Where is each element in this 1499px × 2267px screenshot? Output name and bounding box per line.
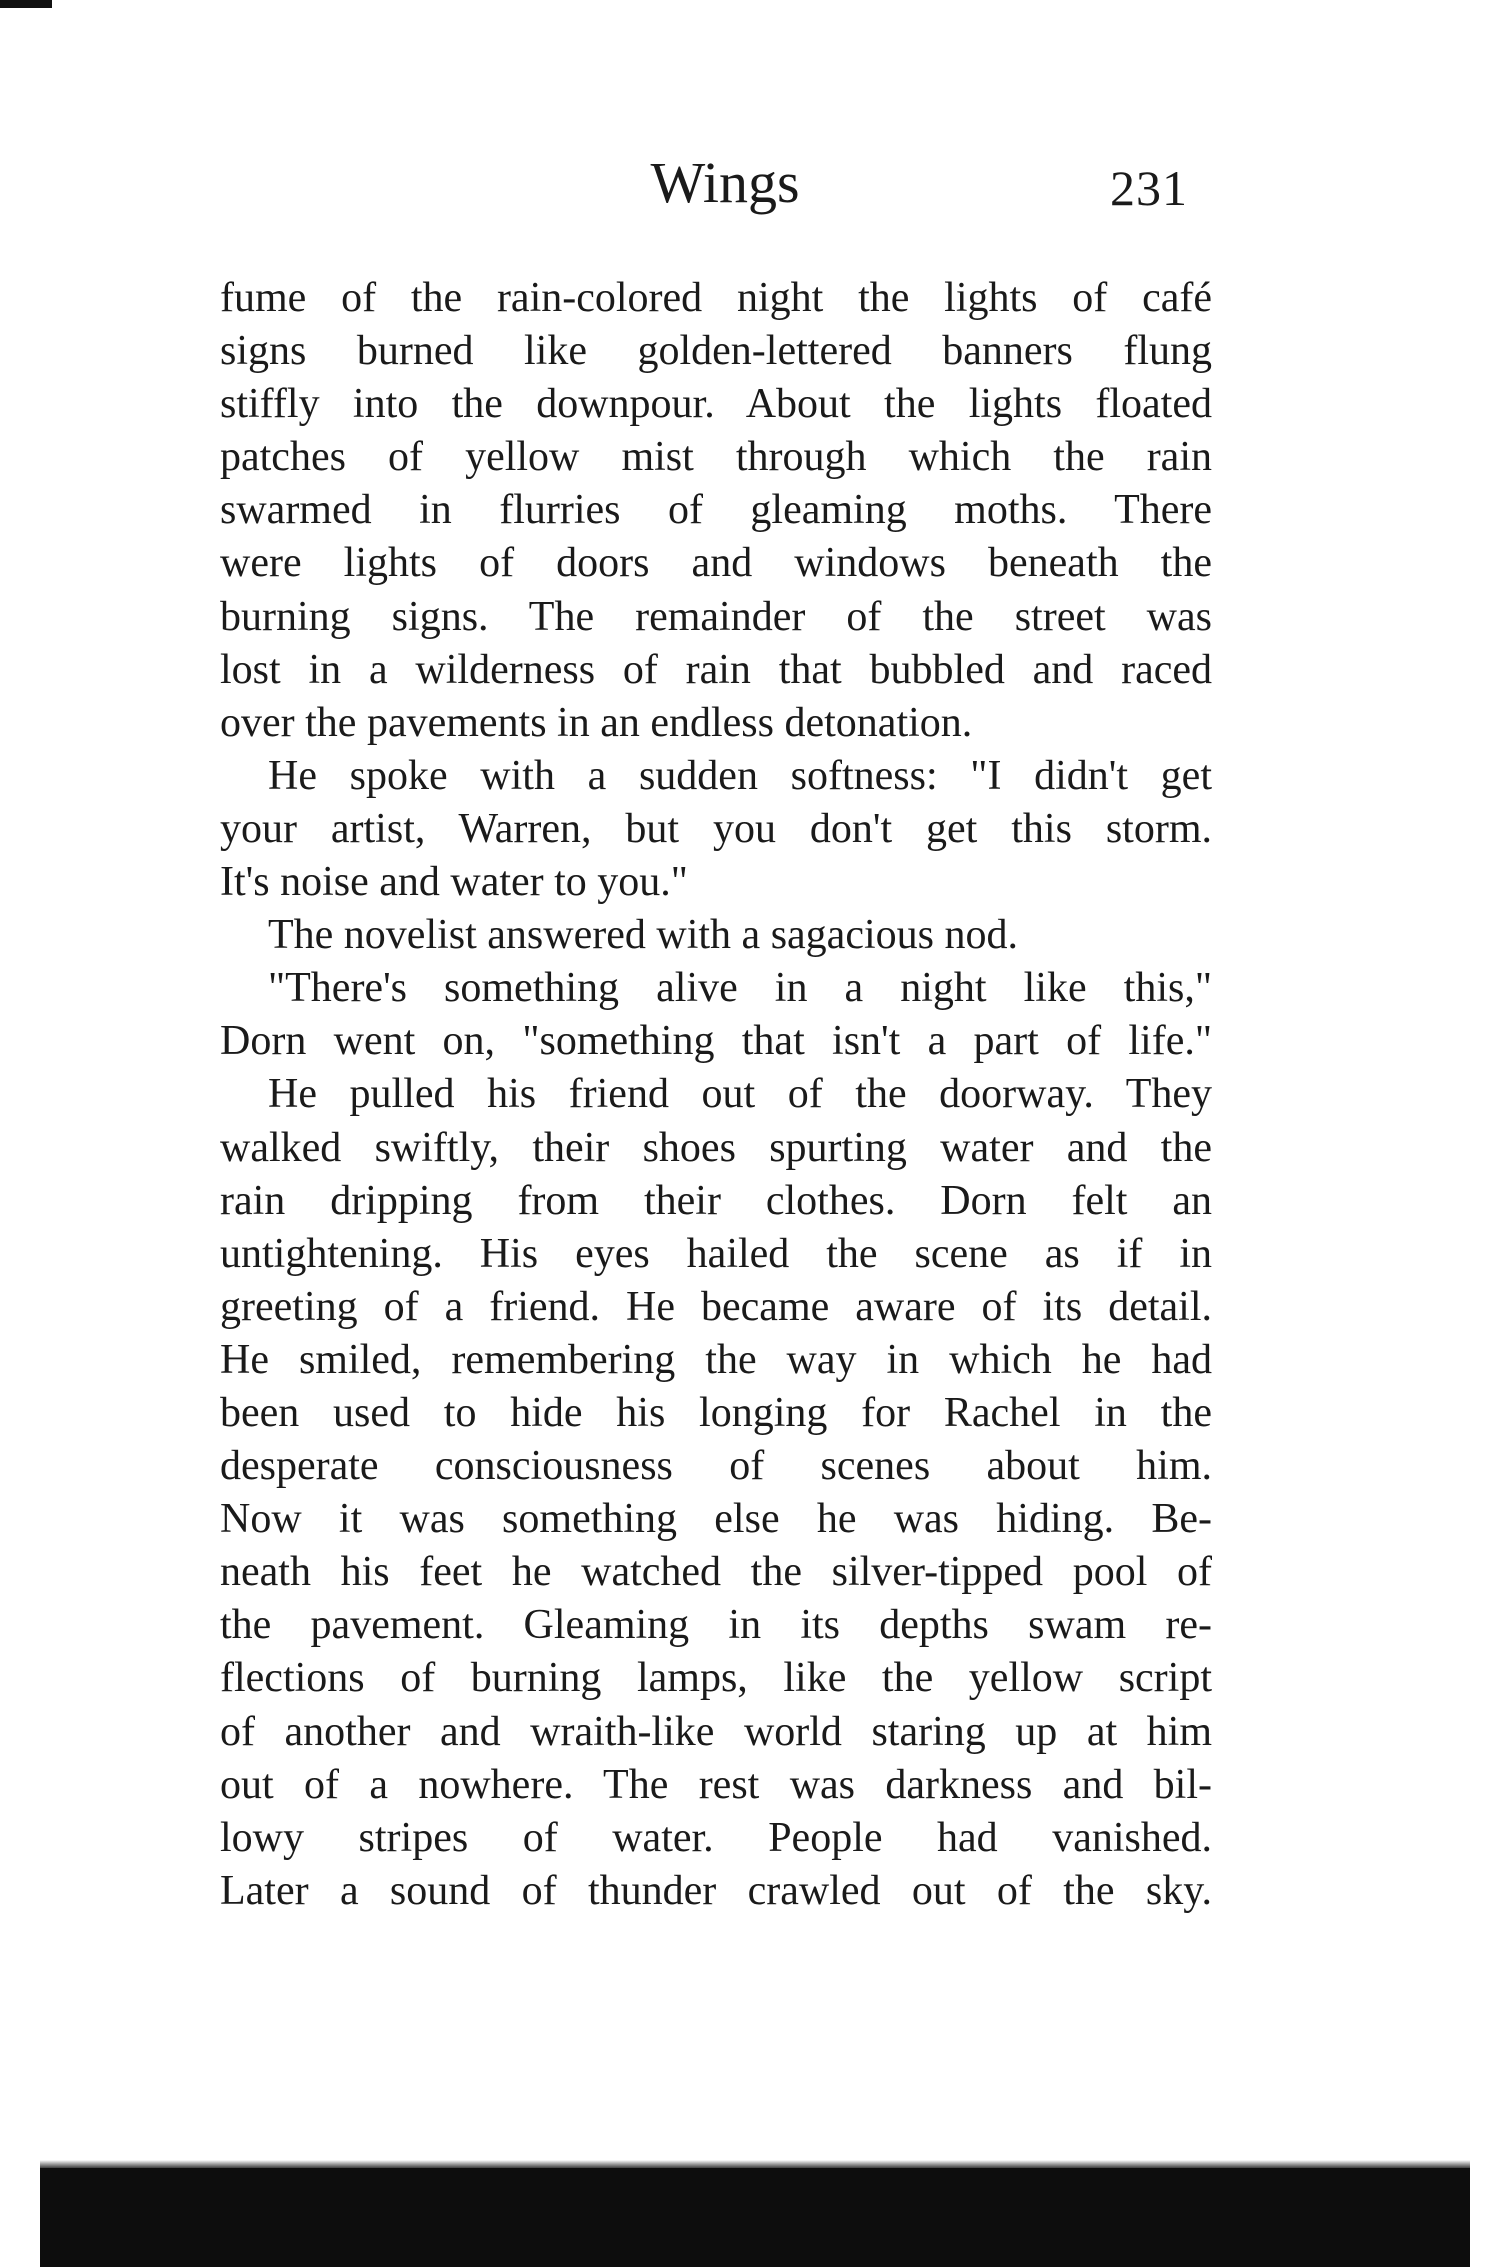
text-line: your artist, Warren, but you don't get this storm. [220, 805, 1212, 852]
text-line: "There's something alive in a night like this," [268, 965, 1212, 1012]
text-line: He pulled his friend out of the doorway. They [268, 1071, 1212, 1118]
scan-edge-mark [0, 0, 52, 8]
text-line: lowy stripes of water. People had vanished. [220, 1814, 1212, 1861]
text-line: neath his feet he watched the silver-tipped pool of [220, 1549, 1212, 1596]
text-line: burning signs. The remainder of the street was [220, 593, 1212, 640]
text-line: flections of burning lamps, like the yellow script [220, 1655, 1212, 1702]
text-line: patches of yellow mist through which the rain [220, 434, 1212, 481]
text-line: lost in a wilderness of rain that bubbled and raced [220, 646, 1212, 693]
text-line: of another and wraith-like world staring up at him [220, 1708, 1212, 1755]
text-line: stiffly into the downpour. About the lights floated [220, 381, 1212, 428]
text-line: swarmed in flurries of gleaming moths. There [220, 487, 1212, 534]
text-line: He smiled, remembering the way in which he had [220, 1336, 1212, 1383]
text-line: signs burned like golden-lettered banners flung [220, 328, 1212, 375]
text-line: fume of the rain-colored night the lights of café [220, 275, 1212, 321]
text-line: greeting of a friend. He became aware of its detail. [220, 1283, 1212, 1330]
text-line: It's noise and water to you." [220, 859, 688, 906]
text-line: been used to hide his longing for Rachel in the [220, 1389, 1212, 1436]
text-line: walked swiftly, their shoes spurting water and the [220, 1124, 1212, 1171]
text-line: rain dripping from their clothes. Dorn felt an [220, 1177, 1212, 1224]
text-line: He spoke with a sudden softness: "I didn't get [268, 752, 1212, 799]
text-line: The novelist answered with a sagacious nod. [268, 912, 1018, 959]
text-line: Dorn went on, "something that isn't a part of life." [220, 1018, 1212, 1065]
text-line: over the pavements in an endless detonation. [220, 699, 973, 746]
text-line: were lights of doors and windows beneath the [220, 540, 1212, 587]
text-line: desperate consciousness of scenes about him. [220, 1443, 1212, 1490]
text-line: untightening. His eyes hailed the scene as if in [220, 1230, 1212, 1277]
running-head-title: Wings [650, 150, 800, 215]
text-line: Later a sound of thunder crawled out of the sky. [220, 1867, 1212, 1914]
page-number: 231 [1110, 160, 1188, 216]
body-text [220, 272, 1212, 1952]
text-line: the pavement. Gleaming in its depths swam re- [220, 1602, 1212, 1649]
scan-shadow-band [40, 2168, 1470, 2267]
text-line: out of a nowhere. The rest was darkness and bil- [220, 1761, 1212, 1808]
text-line: Now it was something else he was hiding. Be- [220, 1496, 1212, 1543]
